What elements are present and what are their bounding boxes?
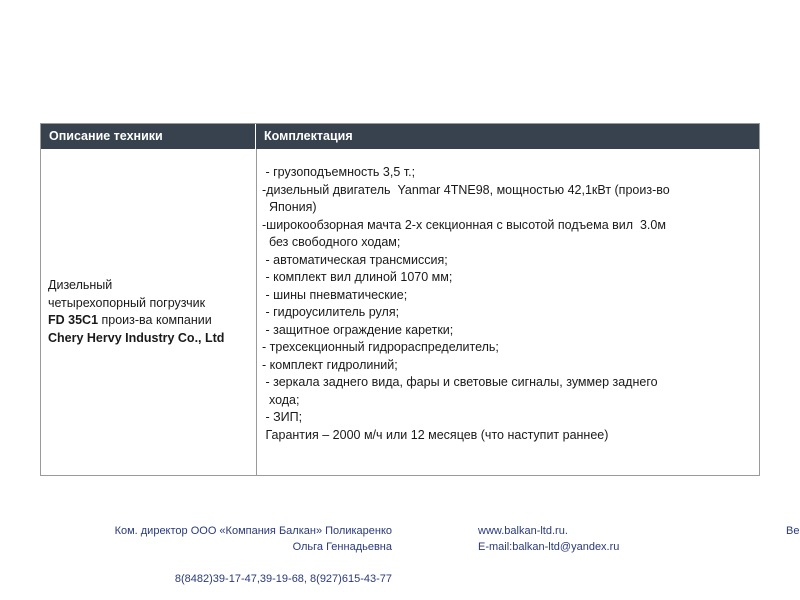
- list-item: - гидроусилитель руля;: [262, 305, 400, 319]
- footer-contact: [40, 523, 392, 555]
- list-item: -широкообзорная мачта 2-х секционная с высотой подъема вил 3.0м: [262, 217, 666, 232]
- contact-line-1: Ком. директор ООО «Компания Балкан» Поликаренко: [114, 525, 392, 537]
- list-item: - комплект вил длиной 1070 мм;: [262, 270, 453, 284]
- contact-line-2: Ольга Геннадьевна: [292, 541, 392, 553]
- list-item: - ЗИП;: [262, 410, 303, 424]
- footer-edge-text: Ве: [786, 525, 800, 537]
- table-header-row: [41, 124, 759, 149]
- footer-web: [478, 523, 728, 555]
- column-divider: [256, 149, 257, 475]
- list-item: Япония): [262, 200, 317, 214]
- header-description: Описание техники: [41, 124, 256, 149]
- email-link[interactable]: E-mail:balkan-ltd@yandex.ru: [478, 541, 620, 553]
- list-item: без свободного ходам;: [262, 235, 401, 249]
- description-cell: [48, 277, 254, 347]
- description-producer: произ-ва компании: [98, 313, 212, 327]
- website-link[interactable]: www.balkan-ltd.ru.: [478, 525, 568, 537]
- list-item: Гарантия – 2000 м/ч или 12 месяцев (что наступит раннее): [262, 427, 609, 442]
- list-item: - автоматическая трансмиссия;: [262, 252, 448, 267]
- description-line-2: четырехопорный погрузчик: [48, 295, 206, 310]
- list-item: - трехсекционный гидрораспределитель;: [262, 340, 499, 354]
- model-name: FD 35С1: [48, 313, 99, 327]
- list-item: - зеркала заднего вида, фары и световые сигналы, зуммер заднего: [262, 375, 658, 389]
- list-item: - шины пневматические;: [262, 287, 408, 302]
- list-item: -дизельный двигатель Yanmar 4TNE98, мощностью 42,1кВт (произ-во: [262, 182, 670, 197]
- manufacturer-name: Chery Hervy Industry Co., Ltd: [48, 330, 225, 345]
- description-line-1: Дизельный: [48, 278, 113, 292]
- table-body-row: [41, 149, 759, 475]
- list-item: хода;: [262, 392, 300, 407]
- spec-table: [40, 123, 760, 476]
- footer-phones: 8(8482)39-17-47,39-19-68, 8(927)615-43-77: [174, 573, 392, 585]
- equipment-list: [262, 164, 752, 444]
- list-item: - защитное ограждение каретки;: [262, 322, 454, 337]
- description-line-3: [48, 312, 254, 330]
- header-equipment: Комплектация: [264, 129, 353, 143]
- list-item: - комплект гидролиний;: [262, 357, 398, 372]
- list-item: - грузоподъемность 3,5 т.;: [262, 165, 416, 179]
